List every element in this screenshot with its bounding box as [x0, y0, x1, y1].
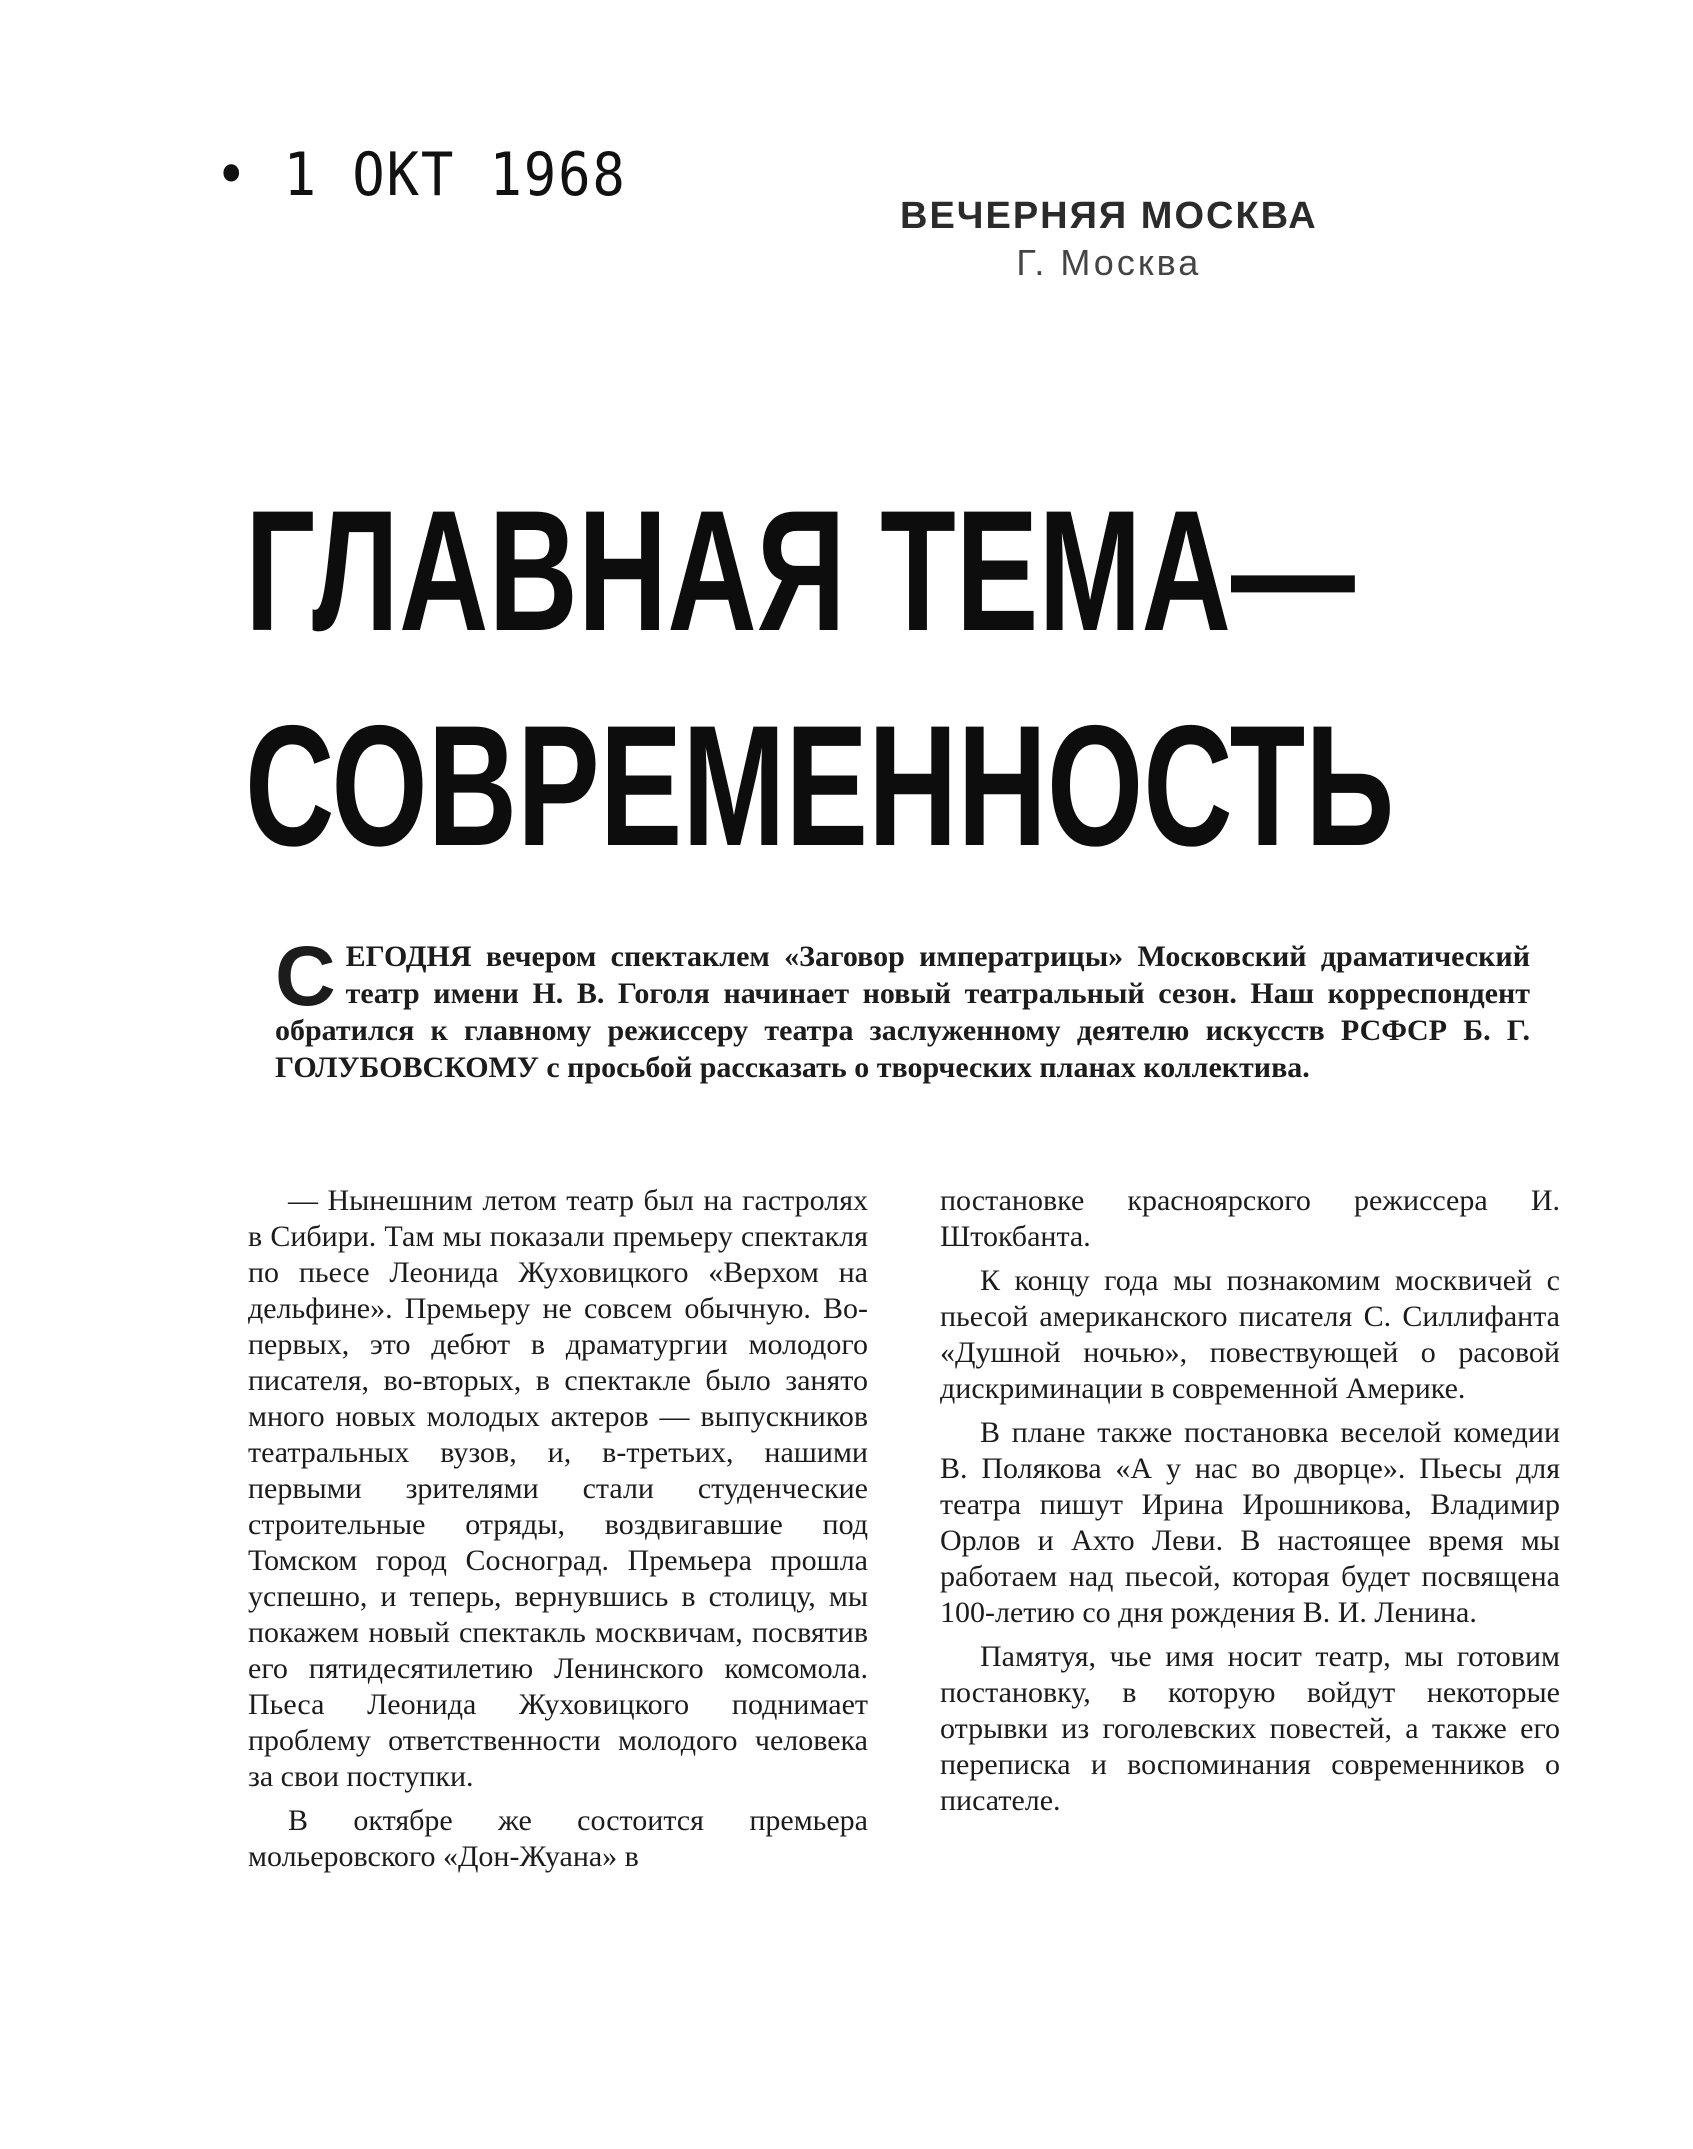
- date-stamp: • 1 ОКТ 1968: [215, 140, 627, 210]
- column-left: [248, 1183, 868, 1883]
- lead-paragraph: [275, 929, 1530, 1086]
- headline: [245, 475, 1445, 915]
- lead-text: ЕГОДНЯ вечером спектаклем «Заговор императрицы» Московский драматический театр имени Н. В. Гоголя начинает новый театральный сезон. Наш корреспондент обратился к главному режиссеру театра заслуженному деятелю искусств РСФСР Б. Г. ГОЛУБОВСКОМУ с просьбой рассказать о творческих планах коллектива.: [275, 940, 1530, 1084]
- left-paragraph-1: — Нынешним летом театр был на гастролях в Сибири. Там мы показали премьеру спектакля по пьесе Леонида Жуховицкого «Верхом на дельфине». Премьеру не совсем обычную. Во-первых, это дебют в драматургии молодого писателя, во-вторых, в спектакле было занято много новых молодых актеров — выпускников театральных вузов, и, в-третьих, нашими первыми зрителями стали студенческие строительные отряды, воздвигавшие под Томском город Сосноград. Премьера прошла успешно, и теперь, вернувшись в столицу, мы покажем новый спектакль москвичам, посвятив его пятидесятилетию Ленинского комсомола. Пьеса Леонида Жуховицкого поднимает проблему ответственности молодого человека за свои поступки.: [248, 1184, 868, 1793]
- headline-line-1: ГЛАВНАЯ ТЕМА—: [245, 475, 1355, 667]
- city-name: Г. Москва: [1016, 242, 1202, 283]
- right-paragraph-1: постановке красноярского режиссера И. Штокбанта.: [940, 1184, 1560, 1253]
- right-paragraph-2: К концу года мы познакомим москвичей с пьесой американского писателя С. Силлифанта «Душной ночью», повествующей о расовой дискриминации в современной Америке.: [940, 1264, 1560, 1405]
- column-right: [940, 1183, 1560, 1827]
- right-paragraph-3: В плане также постановка веселой комедии В. Полякова «А у нас во дворце». Пьесы для театра пишут Ирина Ирошникова, Владимир Орлов и Ахто Леви. В настоящее время мы работаем над пьесой, которая будет посвящена 100-летию со дня рождения В. И. Ленина.: [940, 1416, 1560, 1629]
- left-paragraph-2: В октябре же состоится премьера мольеровского «Дон-Жуана» в: [248, 1804, 868, 1873]
- right-paragraph-4: Памятуя, чье имя носит театр, мы готовим постановку, в которую войдут некоторые отрывки из гоголевских повестей, а также его переписка и воспоминания современников о писателе.: [940, 1640, 1560, 1817]
- newspaper-name: ВЕЧЕРНЯЯ МОСКВА: [900, 195, 1318, 237]
- drop-cap: С: [275, 929, 336, 1023]
- headline-line-2: СОВРЕМЕННОСТЬ: [245, 690, 1395, 882]
- source-stamp: [900, 195, 1318, 284]
